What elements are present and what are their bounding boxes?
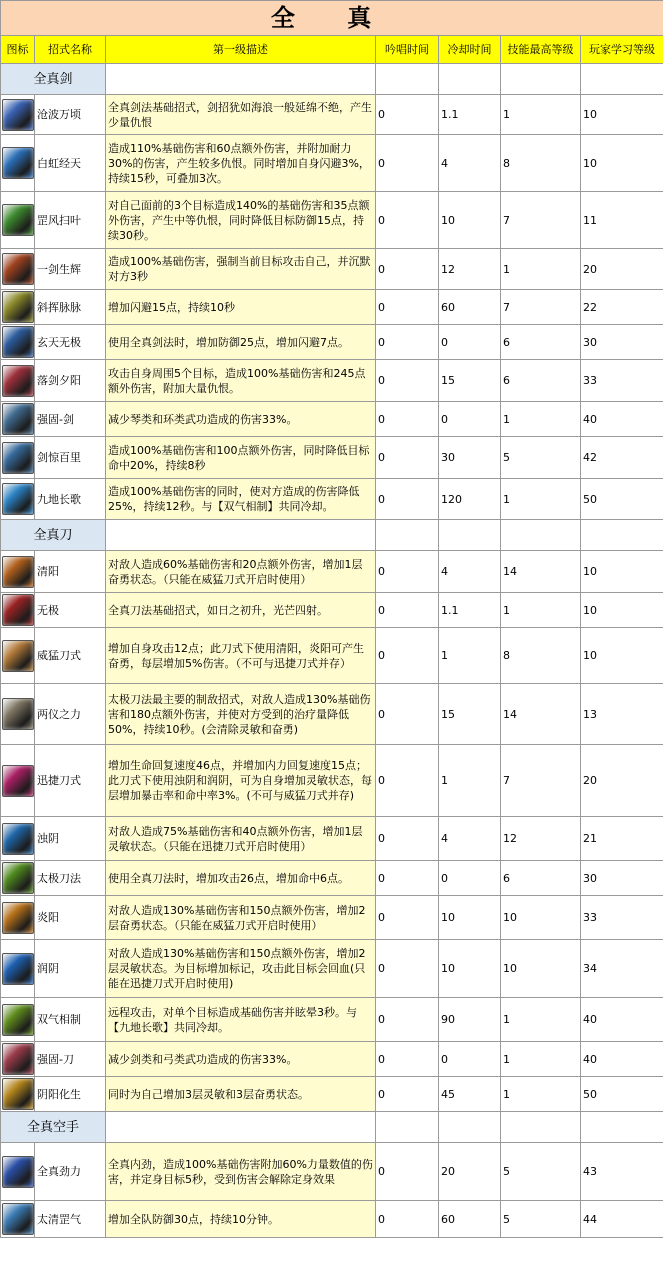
cast-time: 0 — [376, 1201, 439, 1238]
skill-name: 一剑生辉 — [35, 249, 106, 290]
max-skill-level: 6 — [501, 360, 581, 402]
cast-time: 0 — [376, 479, 439, 520]
section-empty-cell — [106, 1112, 376, 1143]
max-skill-level: 7 — [501, 192, 581, 249]
table-row — [1, 684, 663, 745]
icon-cell — [1, 360, 35, 402]
table-row — [1, 325, 663, 360]
cast-time: 0 — [376, 551, 439, 593]
blazing-yang-icon — [2, 902, 34, 934]
cooldown-time: 4 — [439, 135, 501, 192]
learn-level: 43 — [581, 1143, 663, 1201]
icon-cell — [1, 192, 35, 249]
learn-level: 22 — [581, 290, 663, 325]
limitless-blade-icon — [2, 594, 34, 626]
table-row — [1, 249, 663, 290]
skill-name: 剑惊百里 — [35, 437, 106, 479]
learn-level: 40 — [581, 998, 663, 1042]
cooldown-time: 4 — [439, 817, 501, 861]
max-skill-level: 1 — [501, 1077, 581, 1112]
icon-cell — [1, 745, 35, 817]
skill-name: 润阴 — [35, 940, 106, 998]
max-skill-level: 1 — [501, 249, 581, 290]
icon-cell — [1, 249, 35, 290]
max-skill-level: 12 — [501, 817, 581, 861]
learn-level: 10 — [581, 135, 663, 192]
section-empty-cell — [439, 1112, 501, 1143]
header-cooldown: 冷却时间 — [439, 36, 501, 64]
max-skill-level: 1 — [501, 1042, 581, 1077]
cooldown-time: 0 — [439, 402, 501, 437]
skill-description: 太极刀法最主要的制敌招式，对敌人造成130%基础伤害和180点额外伤害，并使对方受到的治疗量降低50%，持续10秒。(会清除灵敏和奋勇) — [106, 684, 376, 745]
learn-level: 40 — [581, 402, 663, 437]
learn-level: 50 — [581, 1077, 663, 1112]
header-max-level: 技能最高等级 — [501, 36, 581, 64]
clear-qi-icon — [2, 1203, 34, 1235]
skill-name: 无极 — [35, 593, 106, 628]
skill-description: 全真刀法基础招式，如日之初升，光芒四射。 — [106, 593, 376, 628]
skill-description: 增加全队防御30点，持续10分钟。 — [106, 1201, 376, 1238]
section-label: 全真刀 — [1, 520, 106, 551]
cast-time: 0 — [376, 437, 439, 479]
section-empty-cell — [376, 520, 439, 551]
icon-cell — [1, 135, 35, 192]
wave-sword-icon — [2, 99, 34, 131]
max-skill-level: 8 — [501, 628, 581, 684]
section-empty-cell — [581, 64, 663, 95]
max-skill-level: 1 — [501, 998, 581, 1042]
skill-description: 造成100%基础伤害和100点额外伤害，同时降低目标命中20%，持续8秒 — [106, 437, 376, 479]
skill-name: 双气相制 — [35, 998, 106, 1042]
skill-description: 减少琴类和环类武功造成的伤害33%。 — [106, 402, 376, 437]
section-empty-cell — [439, 520, 501, 551]
clear-yang-icon — [2, 556, 34, 588]
header-desc: 第一级描述 — [106, 36, 376, 64]
header-cast: 吟唱时间 — [376, 36, 439, 64]
skill-name: 威猛刀式 — [35, 628, 106, 684]
cooldown-time: 0 — [439, 325, 501, 360]
cooldown-time: 0 — [439, 861, 501, 896]
section-empty-cell — [581, 520, 663, 551]
max-skill-level: 1 — [501, 402, 581, 437]
cooldown-time: 60 — [439, 1201, 501, 1238]
swift-blade-icon — [2, 765, 34, 797]
skill-name: 阴阳化生 — [35, 1077, 106, 1112]
max-skill-level: 6 — [501, 325, 581, 360]
max-skill-level: 5 — [501, 437, 581, 479]
max-skill-level: 1 — [501, 479, 581, 520]
icon-cell — [1, 290, 35, 325]
icon-cell — [1, 593, 35, 628]
skill-name: 浊阴 — [35, 817, 106, 861]
table-row — [1, 402, 663, 437]
skill-description: 增加自身攻击12点；此刀式下使用清阳，炎阳可产生奋勇，每层增加5%伤害。（不可与迅捷刀式并存） — [106, 628, 376, 684]
icon-cell — [1, 1143, 35, 1201]
max-skill-level: 10 — [501, 940, 581, 998]
table-row — [1, 551, 663, 593]
learn-level: 11 — [581, 192, 663, 249]
cooldown-time: 1 — [439, 745, 501, 817]
section-empty-cell — [501, 1112, 581, 1143]
max-skill-level: 5 — [501, 1201, 581, 1238]
skill-description: 同时为自己增加3层灵敏和3层奋勇状态。 — [106, 1077, 376, 1112]
skill-description: 增加闪避15点，持续10秒 — [106, 290, 376, 325]
cast-time: 0 — [376, 1077, 439, 1112]
skill-name: 太清罡气 — [35, 1201, 106, 1238]
cooldown-time: 12 — [439, 249, 501, 290]
section-empty-cell — [501, 520, 581, 551]
learn-level: 10 — [581, 593, 663, 628]
cast-time: 0 — [376, 684, 439, 745]
skill-name: 罡风扫叶 — [35, 192, 106, 249]
learn-level: 50 — [581, 479, 663, 520]
table-row — [1, 437, 663, 479]
table-row — [1, 290, 663, 325]
max-skill-level: 5 — [501, 1143, 581, 1201]
sword-glory-icon — [2, 253, 34, 285]
skill-description: 造成100%基础伤害，强制当前目标攻击自己，并沉默对方3秒 — [106, 249, 376, 290]
learn-level: 34 — [581, 940, 663, 998]
skill-description: 使用全真刀法时，增加攻击26点，增加命中6点。 — [106, 861, 376, 896]
skill-name: 九地长歌 — [35, 479, 106, 520]
skill-description: 全真剑法基础招式，剑招犹如海浪一般延绵不绝，产生少量仇恨 — [106, 95, 376, 135]
cooldown-time: 1 — [439, 628, 501, 684]
section-empty-cell — [581, 1112, 663, 1143]
cooldown-time: 15 — [439, 684, 501, 745]
skill-name: 白虹经天 — [35, 135, 106, 192]
table-row — [1, 1077, 663, 1112]
learn-level: 10 — [581, 628, 663, 684]
cast-time: 0 — [376, 1042, 439, 1077]
cast-time: 0 — [376, 402, 439, 437]
icon-cell — [1, 1201, 35, 1238]
cooldown-time: 10 — [439, 896, 501, 940]
learn-level: 42 — [581, 437, 663, 479]
header-icon: 图标 — [1, 36, 35, 64]
cooldown-time: 10 — [439, 940, 501, 998]
icon-cell — [1, 940, 35, 998]
header-name: 招式名称 — [35, 36, 106, 64]
table-row — [1, 95, 663, 135]
cooldown-time: 45 — [439, 1077, 501, 1112]
cast-time: 0 — [376, 290, 439, 325]
learn-level: 13 — [581, 684, 663, 745]
cooldown-time: 20 — [439, 1143, 501, 1201]
table-row — [1, 1042, 663, 1077]
skill-description: 减少剑类和弓类武功造成的伤害33%。 — [106, 1042, 376, 1077]
table-row — [1, 940, 663, 998]
table-row — [1, 1201, 663, 1238]
section-row — [1, 1112, 663, 1143]
icon-cell — [1, 325, 35, 360]
skill-description: 对敌人造成130%基础伤害和150点额外伤害，增加2层灵敏状态。为目标增加标记，攻击此目标会回血(只能在迅捷刀式开启时使用) — [106, 940, 376, 998]
cast-time: 0 — [376, 360, 439, 402]
yin-yang-icon — [2, 1078, 34, 1110]
falling-sun-icon — [2, 365, 34, 397]
cast-time: 0 — [376, 940, 439, 998]
max-skill-level: 1 — [501, 95, 581, 135]
cooldown-time: 15 — [439, 360, 501, 402]
cast-time: 0 — [376, 1143, 439, 1201]
blade-guard-icon — [2, 1043, 34, 1075]
icon-cell — [1, 628, 35, 684]
skill-description: 增加生命回复速度46点，并增加内力回复速度15点；此刀式下使用浊阴和润阴，可为自身增加灵敏状态，每层增加暴击率和命中率3%。(不可与威猛刀式并存) — [106, 745, 376, 817]
dual-qi-icon — [2, 1004, 34, 1036]
icon-cell — [1, 998, 35, 1042]
cast-time: 0 — [376, 135, 439, 192]
max-skill-level: 7 — [501, 745, 581, 817]
dual-blade-icon — [2, 698, 34, 730]
learn-level: 10 — [581, 551, 663, 593]
page-title: 全 真 — [1, 1, 663, 36]
section-empty-cell — [376, 1112, 439, 1143]
skill-name: 全真劲力 — [35, 1143, 106, 1201]
learn-level: 21 — [581, 817, 663, 861]
cast-time: 0 — [376, 593, 439, 628]
table-row — [1, 593, 663, 628]
skill-description: 对敌人造成75%基础伤害和40点额外伤害，增加1层灵敏状态。（只能在迅捷刀式开启时使用） — [106, 817, 376, 861]
skill-description: 远程攻击，对单个目标造成基础伤害并眩晕3秒。与【九地长歌】共同冷却。 — [106, 998, 376, 1042]
table-row — [1, 479, 663, 520]
learn-level: 44 — [581, 1201, 663, 1238]
skill-name: 沧波万顷 — [35, 95, 106, 135]
section-empty-cell — [106, 64, 376, 95]
cooldown-time: 10 — [439, 192, 501, 249]
learn-level: 33 — [581, 896, 663, 940]
cooldown-time: 1.1 — [439, 95, 501, 135]
skill-name: 强固-剑 — [35, 402, 106, 437]
mystic-ultimate-icon — [2, 326, 34, 358]
table-row — [1, 861, 663, 896]
icon-cell — [1, 551, 35, 593]
skill-name: 太极刀法 — [35, 861, 106, 896]
skill-description: 对敌人造成60%基础伤害和20点额外伤害，增加1层奋勇状态。（只能在威猛刀式开启时使用） — [106, 551, 376, 593]
max-skill-level: 10 — [501, 896, 581, 940]
slant-glow-icon — [2, 291, 34, 323]
icon-cell — [1, 437, 35, 479]
cooldown-time: 1.1 — [439, 593, 501, 628]
learn-level: 30 — [581, 325, 663, 360]
learn-level: 10 — [581, 95, 663, 135]
cast-time: 0 — [376, 192, 439, 249]
murky-yin-icon — [2, 823, 34, 855]
table-row — [1, 1143, 663, 1201]
skill-description: 造成100%基础伤害的同时，使对方造成的伤害降低25%，持续12秒。与【双气相制】共同冷却。 — [106, 479, 376, 520]
cast-time: 0 — [376, 745, 439, 817]
table-row — [1, 896, 663, 940]
learn-level: 33 — [581, 360, 663, 402]
max-skill-level: 1 — [501, 593, 581, 628]
skill-description: 造成110%基础伤害和60点额外伤害，并附加耐力30%的伤害，产生较多仇恨。同时增加自身闪避3%，持续15秒，可叠加3次。 — [106, 135, 376, 192]
icon-cell — [1, 817, 35, 861]
cast-time: 0 — [376, 817, 439, 861]
learn-level: 20 — [581, 249, 663, 290]
icon-cell — [1, 1077, 35, 1112]
section-empty-cell — [106, 520, 376, 551]
skill-description: 攻击自身周围5个目标，造成100%基础伤害和245点额外伤害，附加大量仇恨。 — [106, 360, 376, 402]
skill-name: 清阳 — [35, 551, 106, 593]
table-row — [1, 745, 663, 817]
skill-name: 炎阳 — [35, 896, 106, 940]
section-empty-cell — [501, 64, 581, 95]
cooldown-time: 60 — [439, 290, 501, 325]
table-row — [1, 817, 663, 861]
skill-name: 迅捷刀式 — [35, 745, 106, 817]
cooldown-time: 30 — [439, 437, 501, 479]
max-skill-level: 14 — [501, 551, 581, 593]
section-row — [1, 64, 663, 95]
section-row — [1, 520, 663, 551]
white-rainbow-icon — [2, 147, 34, 179]
skill-name: 斜挥脉脉 — [35, 290, 106, 325]
icon-cell — [1, 402, 35, 437]
cast-time: 0 — [376, 998, 439, 1042]
cooldown-time: 90 — [439, 998, 501, 1042]
cooldown-time: 0 — [439, 1042, 501, 1077]
moist-yin-icon — [2, 953, 34, 985]
learn-level: 20 — [581, 745, 663, 817]
cast-time: 0 — [376, 861, 439, 896]
max-skill-level: 6 — [501, 861, 581, 896]
header-learn-level: 玩家学习等级 — [581, 36, 663, 64]
cast-time: 0 — [376, 325, 439, 360]
wind-sweep-icon — [2, 204, 34, 236]
inner-strength-icon — [2, 1156, 34, 1188]
table-row — [1, 628, 663, 684]
skill-name: 强固-刀 — [35, 1042, 106, 1077]
skill-name: 落剑夕阳 — [35, 360, 106, 402]
section-label: 全真空手 — [1, 1112, 106, 1143]
table-row — [1, 998, 663, 1042]
skill-description: 使用全真剑法时，增加防御25点，增加闪避7点。 — [106, 325, 376, 360]
icon-cell — [1, 1042, 35, 1077]
cooldown-time: 4 — [439, 551, 501, 593]
header-row — [1, 36, 663, 64]
icon-cell — [1, 861, 35, 896]
icon-cell — [1, 896, 35, 940]
eternal-song-icon — [2, 483, 34, 515]
cast-time: 0 — [376, 95, 439, 135]
skill-description: 对敌人造成130%基础伤害和150点额外伤害，增加2层奋勇状态。（只能在威猛刀式开启时使用） — [106, 896, 376, 940]
cooldown-time: 120 — [439, 479, 501, 520]
max-skill-level: 7 — [501, 290, 581, 325]
cast-time: 0 — [376, 249, 439, 290]
section-empty-cell — [376, 64, 439, 95]
sword-guard-icon — [2, 403, 34, 435]
taiji-blade-icon — [2, 862, 34, 894]
learn-level: 40 — [581, 1042, 663, 1077]
max-skill-level: 8 — [501, 135, 581, 192]
section-empty-cell — [439, 64, 501, 95]
sword-shock-icon — [2, 442, 34, 474]
cast-time: 0 — [376, 628, 439, 684]
fierce-blade-icon — [2, 640, 34, 672]
section-label: 全真剑 — [1, 64, 106, 95]
icon-cell — [1, 95, 35, 135]
table-row — [1, 135, 663, 192]
max-skill-level: 14 — [501, 684, 581, 745]
learn-level: 30 — [581, 861, 663, 896]
icon-cell — [1, 684, 35, 745]
table-row — [1, 192, 663, 249]
skill-description: 全真内劲，造成100%基础伤害附加60%力量数值的伤害，并定身目标5秒，受到伤害会解除定身效果 — [106, 1143, 376, 1201]
table-row — [1, 360, 663, 402]
icon-cell — [1, 479, 35, 520]
skill-description: 对自己面前的3个目标造成140%的基础伤害和35点额外伤害，产生中等仇恨，同时降低目标防御15点，持续30秒。 — [106, 192, 376, 249]
cast-time: 0 — [376, 896, 439, 940]
skill-name: 两仪之力 — [35, 684, 106, 745]
skill-name: 玄天无极 — [35, 325, 106, 360]
